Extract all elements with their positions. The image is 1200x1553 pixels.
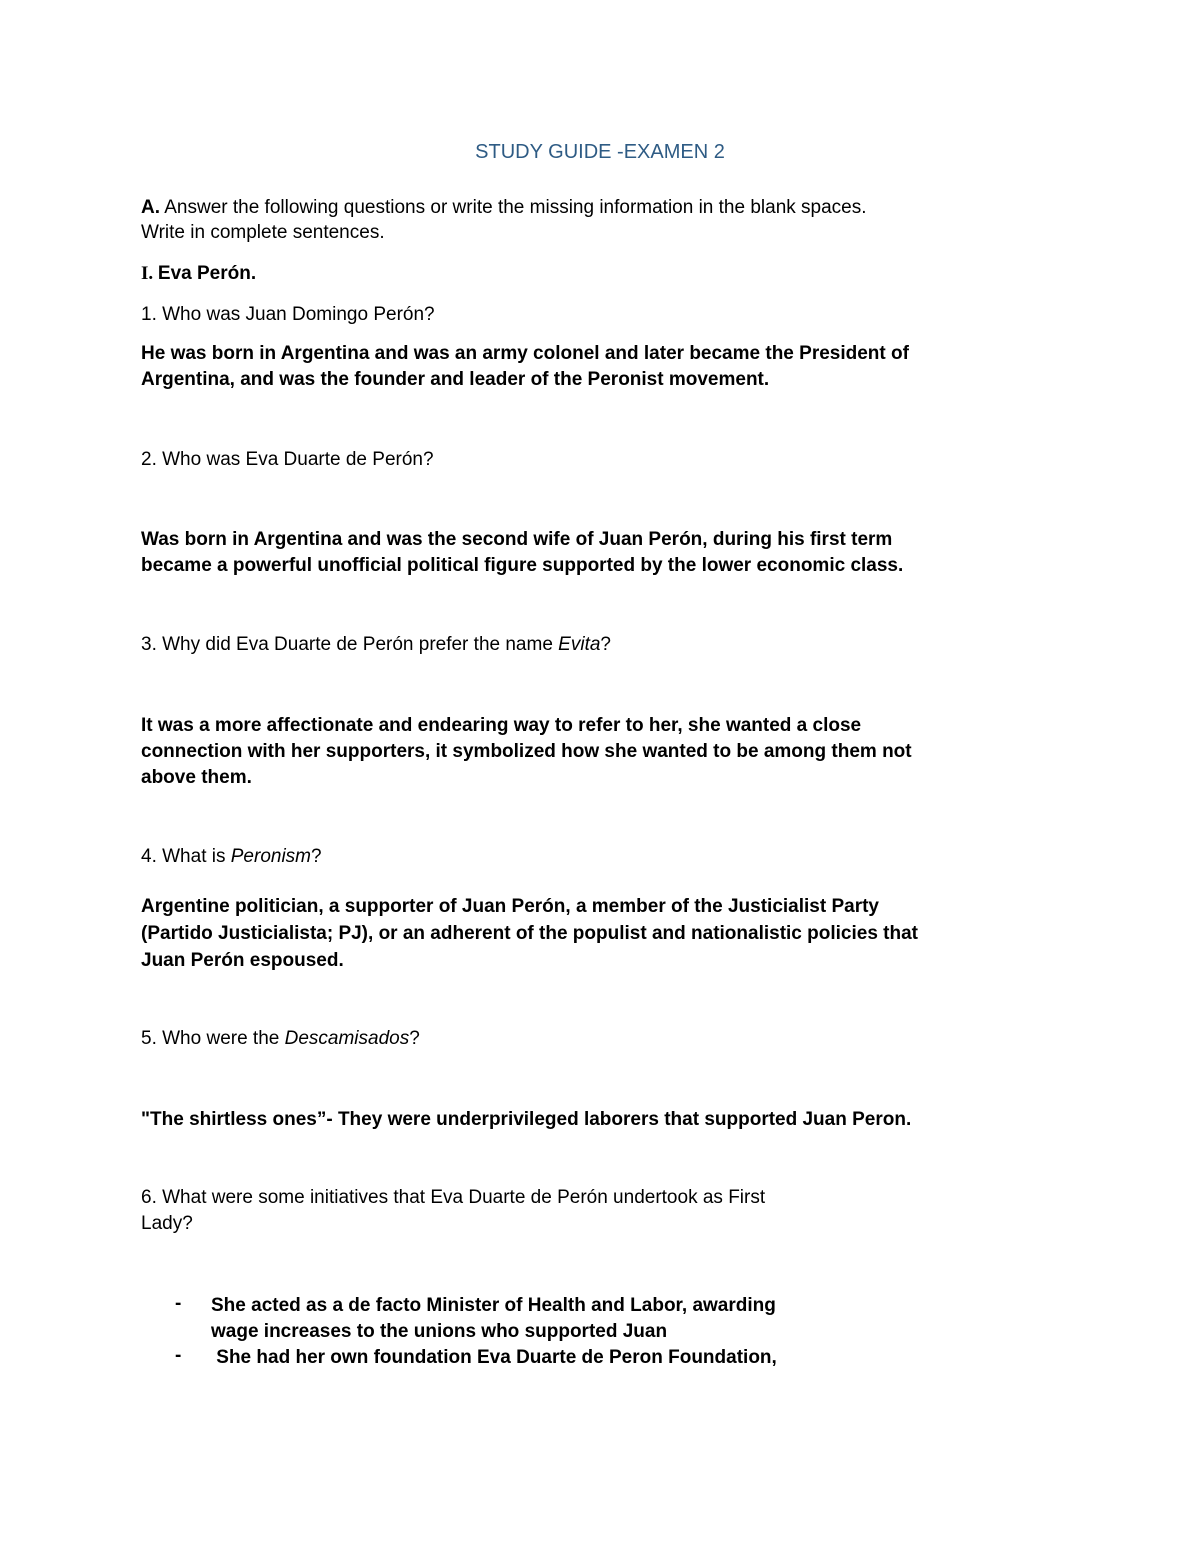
section-name: Eva Perón. [157,263,257,284]
answer-4-line-2: (Partido Justicialista; PJ), or an adherent of the populist and nationalistic policies that [141,923,919,944]
question-5-italic-term: Descamisados [284,1028,410,1049]
question-5-text: 5. Who were the [141,1028,285,1049]
question-6-line-1: 6. What were some initiatives that Eva Duarte de Perón undertook as First [141,1187,766,1208]
instructions-label: A. [141,197,160,218]
answer-2-line-1: Was born in Argentina and was the second wife of Juan Perón, during his first term [141,529,893,550]
question-4-text: 4. What is [141,846,231,867]
answer-3-line-1: It was a more affectionate and endearing way to refer to her, she wanted a close [141,715,862,736]
answer-3-line-3: above them. [141,767,252,788]
answer-1-line-2: Argentina, and was the founder and leader of the Peronist movement. [141,369,770,390]
question-3 [141,634,611,656]
instructions-text: Answer the following questions or write the missing information in the blank spaces. [164,197,867,218]
bullet-dash-2: - [175,1345,182,1366]
section-numeral: I. [141,263,154,284]
bullet-1-line-2: wage increases to the unions who supported Juan [211,1321,668,1342]
question-3-text: 3. Why did Eva Duarte de Perón prefer the name [141,634,559,655]
question-2: 2. Who was Eva Duarte de Perón? [141,449,434,470]
answer-4-line-3: Juan Perón espoused. [141,950,344,971]
question-5-mark: ? [409,1028,420,1049]
instructions-line-1 [141,197,867,219]
instructions-line-2: Write in complete sentences. [141,222,385,243]
answer-3-line-2: connection with her supporters, it symbolized how she wanted to be among them not [141,741,912,762]
question-5 [141,1028,420,1050]
question-1: 1. Who was Juan Domingo Perón? [141,304,435,325]
bullet-1-line-1: She acted as a de facto Minister of Health and Labor, awarding [211,1295,776,1316]
question-6-line-2: Lady? [141,1213,193,1234]
page-title: STUDY GUIDE -EXAMEN 2 [475,141,725,163]
question-3-italic-term: Evita [558,634,601,655]
section-heading [141,263,256,285]
answer-5-line-1: "The shirtless ones”- They were underprivileged laborers that supported Juan Peron. [141,1109,912,1130]
answer-4-line-1: Argentine politician, a supporter of Juan Perón, a member of the Justicialist Party [141,896,879,917]
question-4-italic-term: Peronism [230,846,311,867]
question-3-mark: ? [600,634,611,655]
bullet-2-line-1: She had her own foundation Eva Duarte de Peron Foundation, [211,1347,777,1368]
question-4-mark: ? [311,846,322,867]
question-4 [141,846,322,868]
answer-2-line-2: became a powerful unofficial political figure supported by the lower economic class. [141,555,904,576]
bullet-dash-1: - [175,1293,182,1314]
answer-1-line-1: He was born in Argentina and was an army colonel and later became the President of [141,343,909,364]
